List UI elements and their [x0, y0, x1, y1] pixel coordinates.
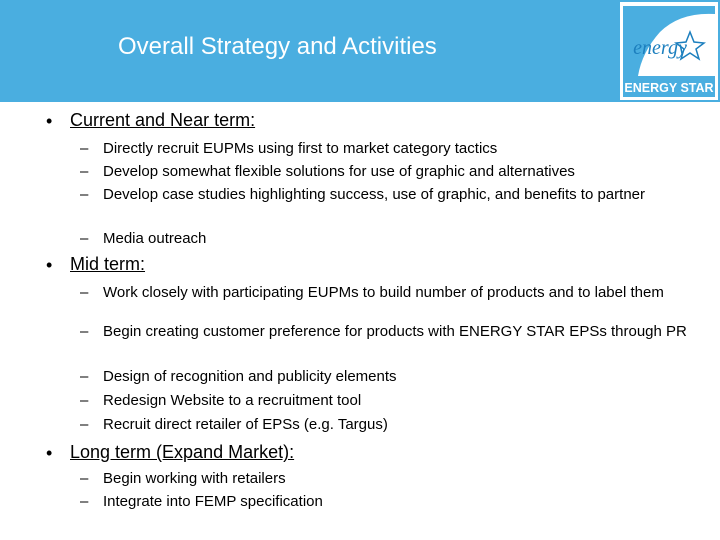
energy-star-logo-graphic: [620, 2, 718, 100]
dash-icon: –: [80, 186, 89, 203]
dash-icon: –: [80, 140, 89, 157]
list-item: Begin working with retailers: [103, 470, 286, 487]
section-heading: Current and Near term:: [70, 110, 256, 130]
list-item: Develop somewhat flexible solutions for use of graphic and alternatives: [103, 163, 575, 180]
section-heading: Long term (Expand Market):: [70, 442, 295, 462]
dash-icon: –: [80, 323, 89, 340]
logo-label: ENERGY STAR: [624, 81, 714, 95]
dash-icon: –: [80, 493, 89, 510]
dash-icon: –: [80, 230, 89, 247]
list-item: Directly recruit EUPMs using first to market category tactics: [103, 140, 498, 157]
dash-icon: –: [80, 470, 89, 487]
bullet-icon: •: [46, 443, 53, 463]
dash-icon: –: [80, 163, 89, 180]
list-item: Recruit direct retailer of EPSs (e.g. Targus): [103, 416, 388, 433]
list-item: Media outreach: [103, 230, 207, 247]
bullet-icon: •: [46, 111, 53, 131]
title-bar: [0, 0, 720, 102]
slide-title: Overall Strategy and Activities: [118, 33, 437, 60]
list-item: Work closely with participating EUPMs to build number of products and to label them: [103, 284, 664, 301]
section-heading: Mid term:: [70, 254, 146, 274]
dash-icon: –: [80, 392, 89, 409]
dash-icon: –: [80, 284, 89, 301]
energy-star-logo: [620, 2, 718, 100]
bullet-icon: •: [46, 255, 53, 275]
list-item: Integrate into FEMP specification: [103, 493, 323, 510]
list-item: Redesign Website to a recruitment tool: [103, 392, 362, 409]
dash-icon: –: [80, 368, 89, 385]
list-item: Design of recognition and publicity elements: [103, 368, 397, 385]
logo-script-text: energy: [633, 37, 687, 59]
list-item: Develop case studies highlighting success, use of graphic, and benefits to partner: [103, 186, 645, 203]
list-item: Begin creating customer preference for products with ENERGY STAR EPSs through PR: [103, 323, 687, 340]
dash-icon: –: [80, 416, 89, 433]
